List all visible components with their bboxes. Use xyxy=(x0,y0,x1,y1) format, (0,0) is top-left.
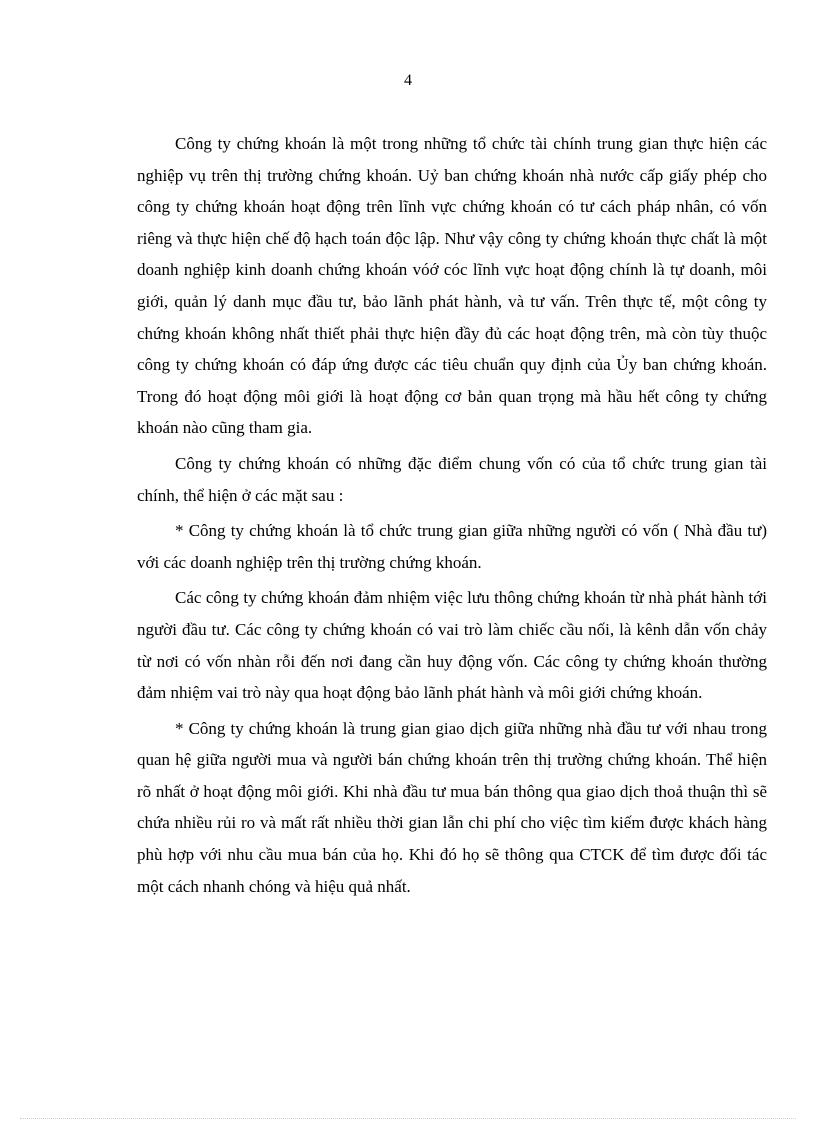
paragraph-capital-flow: Các công ty chứng khoán đảm nhiệm việc lưu thông chứng khoán từ nhà phát hành tới người đầu tư. Các công ty chứng khoán có vai trò làm chiếc cầu nối, là kênh dẫn vốn chảy từ nơi có vốn nhàn rỗi đến nơi đang cần huy động vốn. Các công ty chứng khoán thường đảm nhiệm vai trò này qua hoạt động bảo lãnh phát hành và môi giới chứng khoán. xyxy=(137,588,767,703)
paragraph-characteristics: Công ty chứng khoán có những đặc điểm chung vốn có của tổ chức trung gian tài chính, thể hiện ở các mặt sau : xyxy=(137,453,767,505)
document-body xyxy=(137,128,767,902)
page-bottom-divider xyxy=(20,1118,796,1119)
paragraph-intermediary-capital: * Công ty chứng khoán là tổ chức trung gian giữa những người có vốn ( Nhà đầu tư) với các doanh nghiệp trên thị trường chứng khoán. xyxy=(137,521,767,572)
page-number: 4 xyxy=(404,72,412,89)
paragraph-intro: Công ty chứng khoán là một trong những tổ chức tài chính trung gian thực hiện các nghiệp vụ trên thị trường chứng khoán. Uỷ ban chứng khoán nhà nước cấp giấy phép cho công ty chứng khoán hoạt động trên lĩnh vực chứng khoán có tư cách pháp nhân, có vốn riêng và thực hiện chế độ hạch toán độc lập. Như vậy công ty chứng khoán thực chất là một doanh nghiệp kinh doanh chứng khoán vóớ cóc lĩnh vực hoạt động chính là tự doanh, môi giới, quản lý danh mục đầu tư, bảo lãnh phát hành, và tư vấn. Trên thực tế, một công ty chứng khoán không nhất thiết phải thực hiện đầy đủ các hoạt động trên, mà còn tùy thuộc công ty chứng khoán có đáp ứng được các tiêu chuẩn quy định của Ủy ban chứng khoán. Trong đó hoạt động môi giới là hoạt động cơ bản quan trọng mà hầu hết công ty chứng khoán nào cũng tham gia. xyxy=(137,134,767,438)
paragraph-trading-intermediary: * Công ty chứng khoán là trung gian giao dịch giữa những nhà đầu tư với nhau trong quan hệ giữa người mua và người bán chứng khoán trên thị trường chứng khoán. Thể hiện rõ nhất ở hoạt động môi giới. Khi nhà đầu tư mua bán thông qua giao dịch thoả thuận thì sẽ chứa nhiều rủi ro và mất rất nhiều thời gian lẫn chi phí cho việc tìm kiếm được khách hàng phù hợp với nhu cầu mua bán của họ. Khi đó họ sẽ thông qua CTCK để tìm được đối tác một cách nhanh chóng và hiệu quả nhất. xyxy=(137,718,767,896)
